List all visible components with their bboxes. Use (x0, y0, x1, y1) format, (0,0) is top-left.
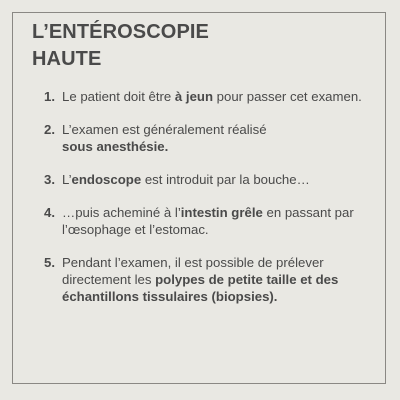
page-title (32, 19, 209, 73)
step-number: 2. (44, 122, 55, 137)
step-text: Le patient doit être (62, 89, 175, 104)
step-item-1 (44, 88, 372, 105)
step-number: 4. (44, 205, 55, 220)
title-line-1: L’ENTÉROSCOPIE (32, 21, 209, 43)
step-emphasis: polypes de petite taille et des échantillons tissulaires (biopsies). (62, 272, 339, 304)
step-item-5 (44, 254, 372, 305)
step-text: L’examen est généralement réalisé (62, 122, 267, 137)
step-number: 1. (44, 89, 55, 104)
step-text: …puis acheminé à l’ (62, 205, 181, 220)
step-item-3 (44, 171, 372, 188)
step-number: 5. (44, 255, 55, 270)
step-text: Pendant l’examen, il est possible de prélever directement les (62, 255, 324, 287)
step-emphasis: intestin grêle (180, 205, 263, 220)
step-number: 3. (44, 172, 55, 187)
step-emphasis: endoscope (71, 172, 142, 187)
step-text: est introduit par la bouche… (141, 172, 310, 187)
steps-list (44, 88, 372, 321)
title-line-2: HAUTE (32, 48, 102, 70)
step-emphasis: sous anesthésie. (62, 139, 169, 154)
step-item-2 (44, 121, 372, 155)
step-text: en passant par l’œsophage et l’estomac. (62, 205, 354, 237)
step-text: L’ (62, 172, 72, 187)
step-text: pour passer cet examen. (213, 89, 362, 104)
step-emphasis: à jeun (174, 89, 214, 104)
step-item-4 (44, 204, 372, 238)
